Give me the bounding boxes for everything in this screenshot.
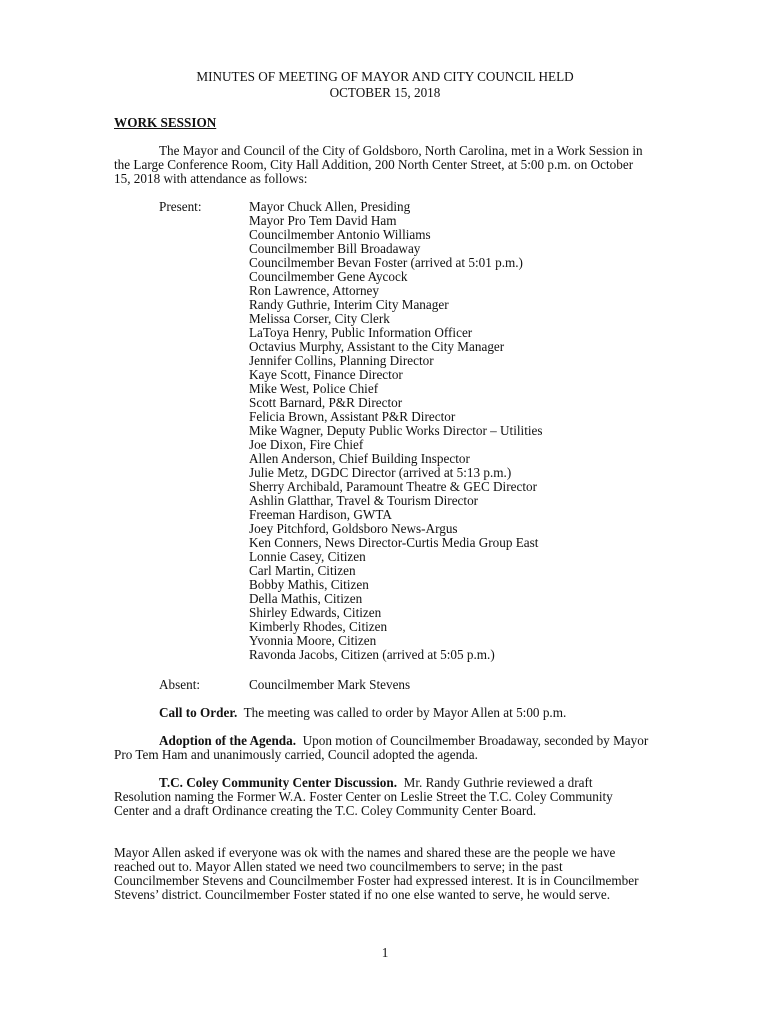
attendee: Joey Pitchford, Goldsboro News-Argus [249, 521, 458, 536]
call-to-order-text: The meeting was called to order by Mayor Allen at 5:00 p.m. [243, 705, 567, 720]
attendee: Carl Martin, Citizen [249, 563, 356, 578]
attendee: Mayor Pro Tem David Ham [249, 213, 397, 228]
attendee: Kimberly Rhodes, Citizen [249, 619, 388, 634]
page-number: 1 [381, 945, 389, 960]
present-label: Present: [159, 199, 202, 214]
attendee: Ken Conners, News Director-Curtis Media Group East [249, 535, 539, 550]
call-to-order-paragraph [159, 706, 694, 720]
attendee: Ron Lawrence, Attorney [249, 283, 380, 298]
adoption-heading: Adoption of the Agenda. [159, 733, 297, 748]
attendee: Lonnie Casey, Citizen [249, 549, 366, 564]
attendee: Bobby Mathis, Citizen [249, 577, 369, 592]
attendee: Shirley Edwards, Citizen [249, 605, 382, 620]
attendee: Councilmember Gene Aycock [249, 269, 408, 284]
attendee: Melissa Corser, City Clerk [249, 311, 390, 326]
attendee: Mike West, Police Chief [249, 381, 379, 396]
meeting-date: OCTOBER 15, 2018 [329, 85, 441, 100]
section-heading: WORK SESSION [114, 115, 217, 130]
attendee: Mayor Chuck Allen, Presiding [249, 199, 411, 214]
attendee: Sherry Archibald, Paramount Theatre & GEC Director [249, 479, 537, 494]
attendee: Mike Wagner, Deputy Public Works Director – Utilities [249, 423, 543, 438]
absent-member: Councilmember Mark Stevens [249, 677, 411, 692]
adoption-text: Upon motion of Councilmember Broadaway, seconded by Mayor Pro Tem Ham and unanimously carried, Council adopted the agenda. [114, 733, 649, 762]
adoption-paragraph [114, 734, 649, 762]
attendee: Councilmember Bill Broadaway [249, 241, 421, 256]
attendee: Kaye Scott, Finance Director [249, 367, 403, 382]
attendee: Felicia Brown, Assistant P&R Director [249, 409, 456, 424]
attendee: Scott Barnard, P&R Director [249, 395, 403, 410]
attendee: Councilmember Antonio Williams [249, 227, 431, 242]
attendee: Ashlin Glatthar, Travel & Tourism Director [249, 493, 479, 508]
call-to-order-heading: Call to Order. [159, 705, 238, 720]
attendee: Octavius Murphy, Assistant to the City Manager [249, 339, 505, 354]
coley-paragraph [114, 776, 649, 818]
document-title: MINUTES OF MEETING OF MAYOR AND CITY COUNCIL HELD [196, 69, 574, 84]
attendee: Allen Anderson, Chief Building Inspector [249, 451, 470, 466]
attendee: Yvonnia Moore, Citizen [249, 633, 377, 648]
attendee: Randy Guthrie, Interim City Manager [249, 297, 449, 312]
attendee: Jennifer Collins, Planning Director [249, 353, 434, 368]
mayor-paragraph: Mayor Allen asked if everyone was ok with the names and shared these are the people we have reached out to. Mayor Allen stated we need two councilmembers to serve; in the past Councilmember Stevens and Councilmember Foster had expressed interest. It is in Councilmember Stevens’ district. Councilmember Foster stated if no one else wanted to serve, he would serve. [114, 845, 639, 902]
attendee: Julie Metz, DGDC Director (arrived at 5:13 p.m.) [249, 465, 512, 480]
intro-paragraph: The Mayor and Council of the City of Goldsboro, North Carolina, met in a Work Session in the Large Conference Room, City Hall Addition, 200 North Center Street, at 5:00 p.m. on October 15, 2018 with attendance as follows: [114, 143, 643, 186]
attendee: Councilmember Bevan Foster (arrived at 5:01 p.m.) [249, 255, 523, 270]
coley-text: Mr. Randy Guthrie reviewed a draft Resolution naming the Former W.A. Foster Center on Leslie Street the T.C. Coley Community Center and a draft Ordinance creating the T.C. Coley Community Center Board. [114, 775, 613, 818]
attendee: Joe Dixon, Fire Chief [249, 437, 364, 452]
absent-label: Absent: [159, 677, 201, 692]
present-list [249, 200, 543, 662]
attendee: LaToya Henry, Public Information Officer [249, 325, 473, 340]
attendee: Freeman Hardison, GWTA [249, 507, 392, 522]
attendee: Della Mathis, Citizen [249, 591, 363, 606]
attendee: Ravonda Jacobs, Citizen (arrived at 5:05 p.m.) [249, 647, 495, 662]
coley-heading: T.C. Coley Community Center Discussion. [159, 775, 397, 790]
